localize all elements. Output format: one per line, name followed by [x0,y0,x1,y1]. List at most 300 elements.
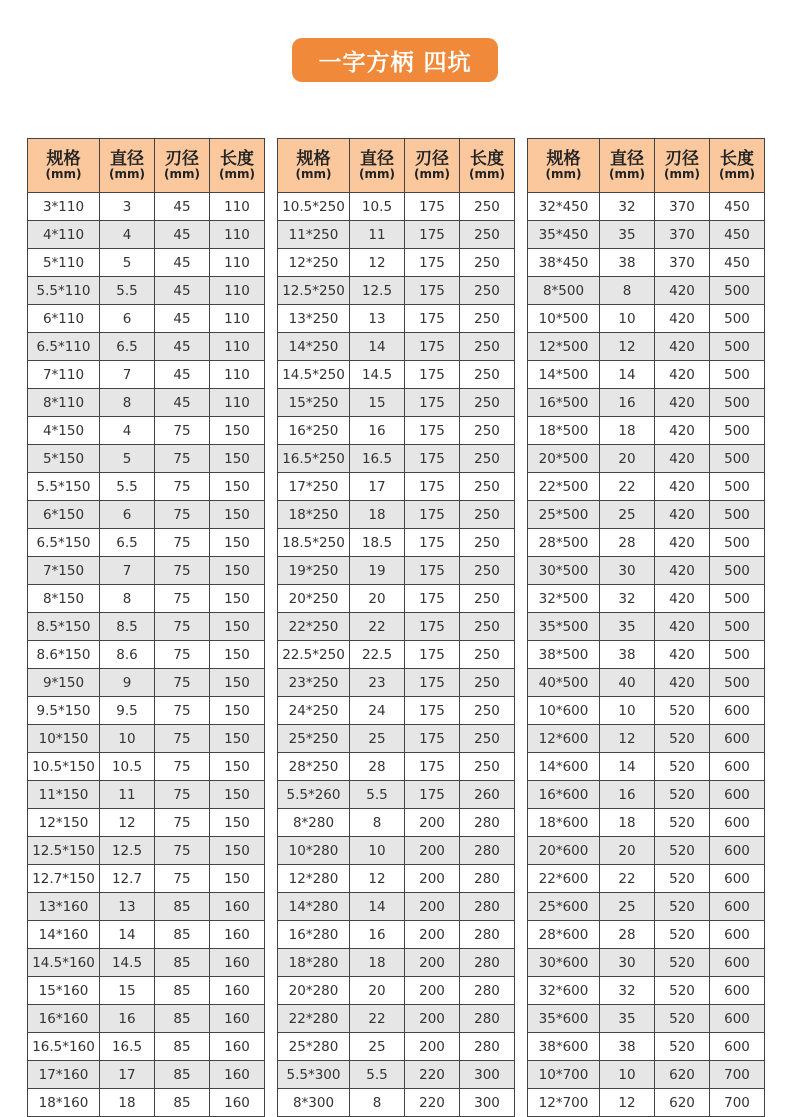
cell-blade-diameter: 520 [655,753,710,781]
cell-diameter: 12 [600,1089,655,1117]
cell-diameter: 28 [600,529,655,557]
cell-blade-diameter: 420 [655,557,710,585]
cell-blade-diameter: 175 [405,585,460,613]
cell-diameter: 35 [600,221,655,249]
cell-diameter: 30 [600,557,655,585]
cell-spec: 14.5*160 [28,949,100,977]
cell-diameter: 12.5 [350,277,405,305]
cell-blade-diameter: 520 [655,921,710,949]
cell-length: 110 [210,249,265,277]
cell-spec: 28*500 [528,529,600,557]
cell-length: 250 [460,193,515,221]
cell-length: 150 [210,417,265,445]
cell-spec: 12*250 [278,249,350,277]
cell-blade-diameter: 175 [405,697,460,725]
cell-diameter: 30 [600,949,655,977]
cell-blade-diameter: 370 [655,221,710,249]
table-row [278,249,515,277]
table-row [528,753,765,781]
cell-blade-diameter: 75 [155,501,210,529]
table-row [528,277,765,305]
cell-diameter: 10 [600,305,655,333]
cell-diameter: 10 [350,837,405,865]
cell-spec: 40*500 [528,669,600,697]
cell-length: 160 [210,893,265,921]
cell-diameter: 8 [600,277,655,305]
cell-blade-diameter: 175 [405,557,460,585]
cell-spec: 9.5*150 [28,697,100,725]
table-row [528,1089,765,1117]
table-row [528,389,765,417]
cell-spec: 25*250 [278,725,350,753]
cell-spec: 10*500 [528,305,600,333]
cell-length: 280 [460,921,515,949]
table-row [528,1061,765,1089]
table-row [28,333,265,361]
cell-diameter: 12.7 [100,865,155,893]
cell-diameter: 25 [600,893,655,921]
cell-spec: 5.5*300 [278,1061,350,1089]
cell-diameter: 17 [100,1061,155,1089]
cell-diameter: 35 [600,1005,655,1033]
cell-length: 450 [710,249,765,277]
cell-spec: 14*250 [278,333,350,361]
table-row [528,361,765,389]
cell-spec: 12*700 [528,1089,600,1117]
cell-diameter: 16.5 [350,445,405,473]
table-row [528,837,765,865]
cell-spec: 28*600 [528,921,600,949]
cell-spec: 8.6*150 [28,641,100,669]
cell-blade-diameter: 420 [655,585,710,613]
cell-spec: 17*160 [28,1061,100,1089]
cell-length: 250 [460,697,515,725]
cell-diameter: 16 [350,417,405,445]
cell-length: 150 [210,529,265,557]
table-row [28,865,265,893]
cell-length: 250 [460,221,515,249]
cell-blade-diameter: 85 [155,921,210,949]
cell-spec: 22*280 [278,1005,350,1033]
table-row [528,193,765,221]
cell-diameter: 40 [600,669,655,697]
cell-blade-diameter: 175 [405,753,460,781]
table-row [278,781,515,809]
cell-diameter: 10 [600,1061,655,1089]
cell-length: 280 [460,893,515,921]
page-title: 一字方柄 四坑 [292,38,498,82]
cell-length: 150 [210,669,265,697]
cell-spec: 18*160 [28,1089,100,1117]
cell-length: 600 [710,837,765,865]
cell-blade-diameter: 75 [155,865,210,893]
cell-length: 600 [710,949,765,977]
cell-blade-diameter: 200 [405,921,460,949]
cell-length: 160 [210,1061,265,1089]
cell-diameter: 8 [350,1089,405,1117]
cell-length: 500 [710,669,765,697]
cell-diameter: 16 [600,781,655,809]
cell-diameter: 22 [600,473,655,501]
cell-spec: 16*160 [28,1005,100,1033]
cell-blade-diameter: 175 [405,529,460,557]
table-row [278,473,515,501]
table-row [28,1061,265,1089]
cell-diameter: 28 [350,753,405,781]
cell-diameter: 22 [350,613,405,641]
cell-length: 150 [210,445,265,473]
table-row [278,585,515,613]
table-row [528,613,765,641]
cell-spec: 6.5*110 [28,333,100,361]
cell-length: 500 [710,417,765,445]
table-row [278,1005,515,1033]
cell-blade-diameter: 420 [655,305,710,333]
cell-blade-diameter: 75 [155,837,210,865]
table-row [278,305,515,333]
cell-spec: 22*250 [278,613,350,641]
cell-length: 110 [210,277,265,305]
table-row [278,809,515,837]
table-row [278,529,515,557]
cell-spec: 6*110 [28,305,100,333]
cell-length: 150 [210,585,265,613]
cell-blade-diameter: 520 [655,1033,710,1061]
cell-spec: 10.5*250 [278,193,350,221]
cell-length: 160 [210,977,265,1005]
cell-diameter: 8 [100,389,155,417]
cell-length: 160 [210,921,265,949]
cell-length: 250 [460,501,515,529]
table-row [278,445,515,473]
cell-blade-diameter: 420 [655,445,710,473]
cell-length: 250 [460,669,515,697]
table-row [28,305,265,333]
cell-diameter: 22 [600,865,655,893]
table-row [28,809,265,837]
cell-spec: 16.5*250 [278,445,350,473]
cell-spec: 32*450 [528,193,600,221]
cell-diameter: 4 [100,417,155,445]
table-row [28,921,265,949]
cell-blade-diameter: 175 [405,501,460,529]
cell-spec: 20*500 [528,445,600,473]
cell-spec: 11*250 [278,221,350,249]
table-row [528,809,765,837]
table-row [528,501,765,529]
cell-spec: 14*160 [28,921,100,949]
table-header-row [28,139,265,193]
table-row [528,669,765,697]
cell-spec: 9*150 [28,669,100,697]
cell-spec: 5*150 [28,445,100,473]
cell-blade-diameter: 200 [405,893,460,921]
table-row [28,585,265,613]
cell-diameter: 18 [600,809,655,837]
cell-spec: 22*600 [528,865,600,893]
table-row [28,249,265,277]
cell-blade-diameter: 75 [155,613,210,641]
cell-length: 160 [210,1033,265,1061]
table-row [528,445,765,473]
cell-blade-diameter: 75 [155,529,210,557]
cell-spec: 3*110 [28,193,100,221]
header-blade-diameter: 刃径 (mm) [155,139,210,193]
cell-length: 150 [210,865,265,893]
cell-length: 600 [710,725,765,753]
cell-spec: 18*250 [278,501,350,529]
cell-spec: 32*500 [528,585,600,613]
header-length: 长度 (mm) [210,139,265,193]
cell-length: 110 [210,221,265,249]
cell-length: 150 [210,613,265,641]
cell-length: 110 [210,389,265,417]
cell-length: 150 [210,837,265,865]
cell-blade-diameter: 45 [155,193,210,221]
cell-diameter: 12 [600,333,655,361]
table-row [528,697,765,725]
cell-length: 500 [710,529,765,557]
cell-length: 160 [210,1089,265,1117]
cell-length: 500 [710,641,765,669]
cell-spec: 23*250 [278,669,350,697]
cell-blade-diameter: 520 [655,697,710,725]
cell-blade-diameter: 175 [405,277,460,305]
cell-spec: 7*110 [28,361,100,389]
header-length: 长度 (mm) [710,139,765,193]
cell-blade-diameter: 520 [655,725,710,753]
cell-length: 280 [460,809,515,837]
cell-spec: 35*450 [528,221,600,249]
cell-spec: 35*500 [528,613,600,641]
cell-blade-diameter: 520 [655,865,710,893]
cell-diameter: 12 [350,865,405,893]
cell-spec: 14*280 [278,893,350,921]
cell-diameter: 19 [350,557,405,585]
cell-length: 600 [710,781,765,809]
cell-diameter: 25 [350,1033,405,1061]
header-diameter: 直径 (mm) [100,139,155,193]
cell-diameter: 14.5 [350,361,405,389]
cell-spec: 4*150 [28,417,100,445]
cell-length: 110 [210,305,265,333]
cell-blade-diameter: 520 [655,781,710,809]
cell-length: 150 [210,781,265,809]
cell-spec: 8*110 [28,389,100,417]
spec-table-2 [277,138,515,1117]
cell-diameter: 24 [350,697,405,725]
cell-diameter: 8.5 [100,613,155,641]
table-row [278,921,515,949]
cell-spec: 14*600 [528,753,600,781]
cell-length: 160 [210,1005,265,1033]
table-row [528,529,765,557]
cell-blade-diameter: 370 [655,249,710,277]
cell-diameter: 4 [100,221,155,249]
header-spec: 规格 (mm) [278,139,350,193]
cell-spec: 20*250 [278,585,350,613]
table-row [28,1033,265,1061]
cell-spec: 13*160 [28,893,100,921]
cell-length: 500 [710,613,765,641]
cell-blade-diameter: 75 [155,781,210,809]
cell-spec: 22.5*250 [278,641,350,669]
table-row [278,333,515,361]
cell-diameter: 32 [600,193,655,221]
cell-diameter: 22 [350,1005,405,1033]
cell-spec: 18.5*250 [278,529,350,557]
cell-blade-diameter: 45 [155,277,210,305]
table-row [278,641,515,669]
cell-diameter: 18 [350,949,405,977]
header-spec: 规格 (mm) [528,139,600,193]
cell-length: 280 [460,865,515,893]
cell-length: 500 [710,305,765,333]
table-row [278,893,515,921]
cell-diameter: 10 [100,725,155,753]
cell-spec: 16.5*160 [28,1033,100,1061]
cell-spec: 14*500 [528,361,600,389]
cell-blade-diameter: 85 [155,1005,210,1033]
table-row [528,949,765,977]
cell-length: 150 [210,501,265,529]
cell-length: 500 [710,585,765,613]
table-row [278,865,515,893]
table-row [278,557,515,585]
cell-diameter: 9.5 [100,697,155,725]
cell-spec: 22*500 [528,473,600,501]
table-row [28,221,265,249]
cell-diameter: 12 [100,809,155,837]
cell-blade-diameter: 520 [655,977,710,1005]
table-row [278,837,515,865]
cell-spec: 35*600 [528,1005,600,1033]
cell-length: 150 [210,753,265,781]
table-row [28,669,265,697]
table-row [528,305,765,333]
cell-blade-diameter: 200 [405,837,460,865]
cell-length: 150 [210,697,265,725]
cell-diameter: 14 [100,921,155,949]
cell-diameter: 5.5 [100,277,155,305]
cell-diameter: 3 [100,193,155,221]
cell-spec: 15*250 [278,389,350,417]
cell-blade-diameter: 175 [405,249,460,277]
cell-spec: 16*280 [278,921,350,949]
cell-length: 250 [460,445,515,473]
cell-blade-diameter: 175 [405,781,460,809]
cell-length: 250 [460,389,515,417]
cell-spec: 5.5*150 [28,473,100,501]
spec-table-3 [527,138,765,1117]
cell-diameter: 38 [600,1033,655,1061]
table-row [528,333,765,361]
cell-spec: 10*280 [278,837,350,865]
cell-length: 600 [710,809,765,837]
cell-spec: 25*500 [528,501,600,529]
cell-length: 250 [460,557,515,585]
cell-blade-diameter: 75 [155,417,210,445]
cell-blade-diameter: 520 [655,949,710,977]
cell-spec: 12*600 [528,725,600,753]
cell-diameter: 5.5 [350,1061,405,1089]
cell-blade-diameter: 200 [405,1033,460,1061]
cell-diameter: 18 [600,417,655,445]
cell-spec: 28*250 [278,753,350,781]
table-row [28,613,265,641]
cell-diameter: 8 [100,585,155,613]
cell-blade-diameter: 520 [655,809,710,837]
table-row [528,921,765,949]
table-row [28,641,265,669]
cell-blade-diameter: 175 [405,305,460,333]
table-header-row [278,139,515,193]
cell-spec: 18*280 [278,949,350,977]
cell-blade-diameter: 75 [155,557,210,585]
cell-spec: 6*150 [28,501,100,529]
table-row [278,613,515,641]
table-row [28,277,265,305]
table-row [528,1033,765,1061]
cell-diameter: 8.6 [100,641,155,669]
cell-diameter: 22.5 [350,641,405,669]
cell-length: 150 [210,557,265,585]
cell-length: 250 [460,641,515,669]
table-row [528,221,765,249]
table-row [28,361,265,389]
table-row [28,557,265,585]
cell-diameter: 18 [350,501,405,529]
cell-blade-diameter: 85 [155,977,210,1005]
cell-spec: 8.5*150 [28,613,100,641]
table-row [28,417,265,445]
cell-length: 110 [210,333,265,361]
cell-diameter: 15 [100,977,155,1005]
cell-blade-diameter: 420 [655,641,710,669]
cell-spec: 10*600 [528,697,600,725]
cell-length: 600 [710,697,765,725]
cell-diameter: 20 [600,445,655,473]
cell-length: 150 [210,641,265,669]
cell-blade-diameter: 175 [405,641,460,669]
cell-length: 250 [460,585,515,613]
cell-length: 600 [710,1033,765,1061]
cell-length: 700 [710,1089,765,1117]
cell-spec: 30*600 [528,949,600,977]
cell-spec: 12.5*250 [278,277,350,305]
cell-blade-diameter: 420 [655,669,710,697]
cell-diameter: 15 [350,389,405,417]
table-row [278,221,515,249]
cell-spec: 13*250 [278,305,350,333]
cell-blade-diameter: 85 [155,1033,210,1061]
cell-spec: 11*150 [28,781,100,809]
cell-diameter: 35 [600,613,655,641]
cell-diameter: 5 [100,249,155,277]
table-row [528,977,765,1005]
cell-spec: 12*150 [28,809,100,837]
cell-spec: 7*150 [28,557,100,585]
table-row [28,725,265,753]
cell-spec: 17*250 [278,473,350,501]
cell-length: 250 [460,333,515,361]
cell-diameter: 12 [600,725,655,753]
table-row [28,1005,265,1033]
table-row [278,501,515,529]
cell-length: 600 [710,921,765,949]
cell-spec: 5.5*110 [28,277,100,305]
cell-blade-diameter: 85 [155,1061,210,1089]
